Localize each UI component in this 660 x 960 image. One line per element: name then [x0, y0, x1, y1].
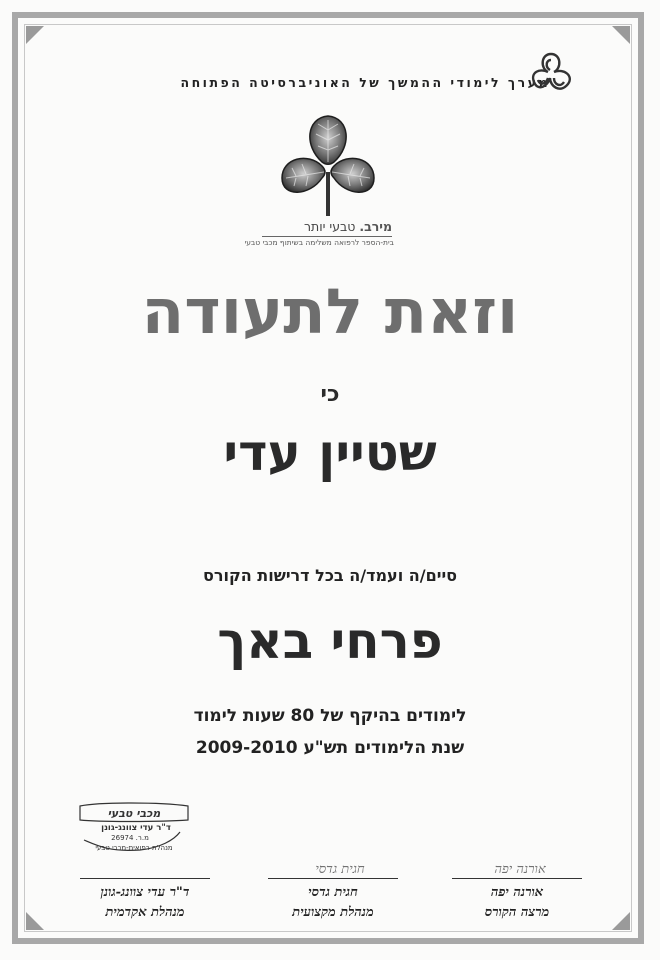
corner-ornament: [612, 912, 630, 930]
svg-text:חגית גדסי: חגית גדסי: [315, 862, 365, 877]
brand-divider: [262, 236, 392, 237]
corner-ornament: [26, 912, 44, 930]
three-leaf-logo-icon: [276, 112, 380, 220]
corner-ornament: [26, 26, 44, 44]
ki-word: כי: [320, 382, 340, 407]
signature-line: [268, 878, 398, 879]
handwritten-signature: [292, 858, 388, 880]
stamp-line-2: ד"ר עדי צוונג-גונן: [101, 823, 171, 833]
maccabi-stamp: [70, 800, 194, 860]
organization-header: מערך לימודי ההמשך של האוניברסיטה הפתוחה: [180, 75, 550, 90]
handwritten-signature: [470, 858, 570, 880]
recipient-name: שטיין עדי: [223, 424, 437, 482]
signer-name: ד"ר עדי צוונג-גונן: [100, 885, 190, 900]
signer-role: מרצה הקורס: [484, 905, 550, 920]
open-university-logo-icon: [526, 50, 576, 96]
hours-text: לימודים בהיקף של 80 שעות לימוד: [193, 706, 467, 726]
certificate-title: וזאת לתעודה: [141, 275, 519, 348]
course-name: פרחי באך: [217, 612, 443, 670]
stamp-line-1: מכבי טבעי: [107, 807, 161, 820]
svg-text:אורנה יפה: אורנה יפה: [494, 862, 546, 877]
signer-role: מנהלת אקדמית: [105, 905, 185, 920]
stamp-line-3: מ.ר. 26974: [111, 834, 149, 842]
signer-name: אורנה יפה: [490, 885, 544, 900]
brand-name: מירב. טבעי יותר: [303, 219, 392, 234]
year-text: שנת הלימודים תש"ע 2009-2010: [195, 738, 465, 758]
completion-text: סיים/ה ועמד/ה בכל דרישות הקורס: [202, 566, 458, 585]
signature-line: [80, 878, 210, 879]
signer-name: חגית גדסי: [308, 885, 358, 900]
signature-line: [452, 878, 582, 879]
signer-role: מנהלת מקצועית: [292, 905, 374, 920]
stamp-line-4: מנהלת רפואית-מכבי טבעי: [95, 844, 173, 852]
corner-ornament: [612, 26, 630, 44]
brand-subtitle: בית-הספר לרפואה משלימה בשיתוף מכבי טבעי: [244, 238, 394, 247]
